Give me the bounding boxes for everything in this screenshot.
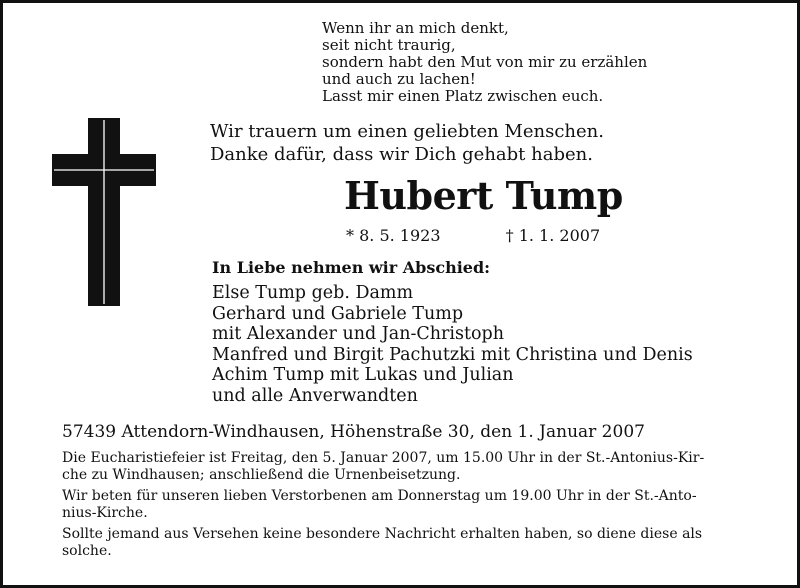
life-dates	[346, 226, 660, 245]
mourner-line: mit Alexander und Jan-Christoph	[212, 324, 505, 344]
notice-line: Die Eucharistiefeier ist Freitag, den 5. Januar 2007, um 15.00 Uhr in der St.-Antonius-Kir-	[62, 450, 705, 466]
notice-no-message	[62, 526, 752, 560]
notice-prayer	[62, 488, 752, 522]
mourner-line: und alle Anverwandten	[212, 385, 418, 406]
farewell-heading: In Liebe nehmen wir Abschied:	[212, 258, 491, 277]
intro-line: Danke dafür, dass wir Dich gehabt haben.	[210, 144, 593, 165]
poem-line: seit nicht traurig,	[322, 36, 456, 54]
death-date: † 1. 1. 2007	[505, 226, 601, 245]
poem-line: Lasst mir einen Platz zwischen euch.	[322, 87, 604, 105]
cross-graphic	[52, 118, 156, 306]
notice-line: solche.	[62, 543, 112, 559]
poem-line: und auch zu lachen!	[322, 70, 476, 88]
poem	[322, 20, 647, 105]
notice-mass	[62, 450, 752, 484]
notice-line: che zu Windhausen; anschließend die Urnenbeisetzung.	[62, 467, 461, 483]
notice-line: nius-Kirche.	[62, 505, 148, 521]
mourner-line: Manfred und Birgit Pachutzki mit Christina und Denis	[212, 344, 693, 365]
mourner-line: Gerhard und Gabriele Tump	[212, 303, 464, 324]
mourner-line: Else Tump geb. Damm	[212, 283, 414, 303]
intro-text	[210, 120, 604, 166]
cross-icon	[52, 118, 156, 306]
mourners-list	[212, 283, 693, 406]
poem-line: sondern habt den Mut von mir zu erzählen	[322, 53, 648, 71]
intro-line: Wir trauern um einen geliebten Menschen.	[210, 121, 604, 142]
deceased-name: Hubert Tump	[344, 173, 623, 218]
address-line: 57439 Attendorn-Windhausen, Höhenstraße 30, den 1. Januar 2007	[62, 422, 645, 442]
poem-line: Wenn ihr an mich denkt,	[322, 19, 509, 37]
birth-date: * 8. 5. 1923	[346, 226, 441, 245]
notice-line: Sollte jemand aus Versehen keine besondere Nachricht erhalten haben, so diene diese als	[62, 526, 703, 542]
mourner-line: Achim Tump mit Lukas und Julian	[212, 365, 514, 385]
service-notices	[62, 450, 752, 564]
notice-line: Wir beten für unseren lieben Verstorbenen am Donnerstag um 19.00 Uhr in der St.-Anto-	[62, 488, 697, 504]
